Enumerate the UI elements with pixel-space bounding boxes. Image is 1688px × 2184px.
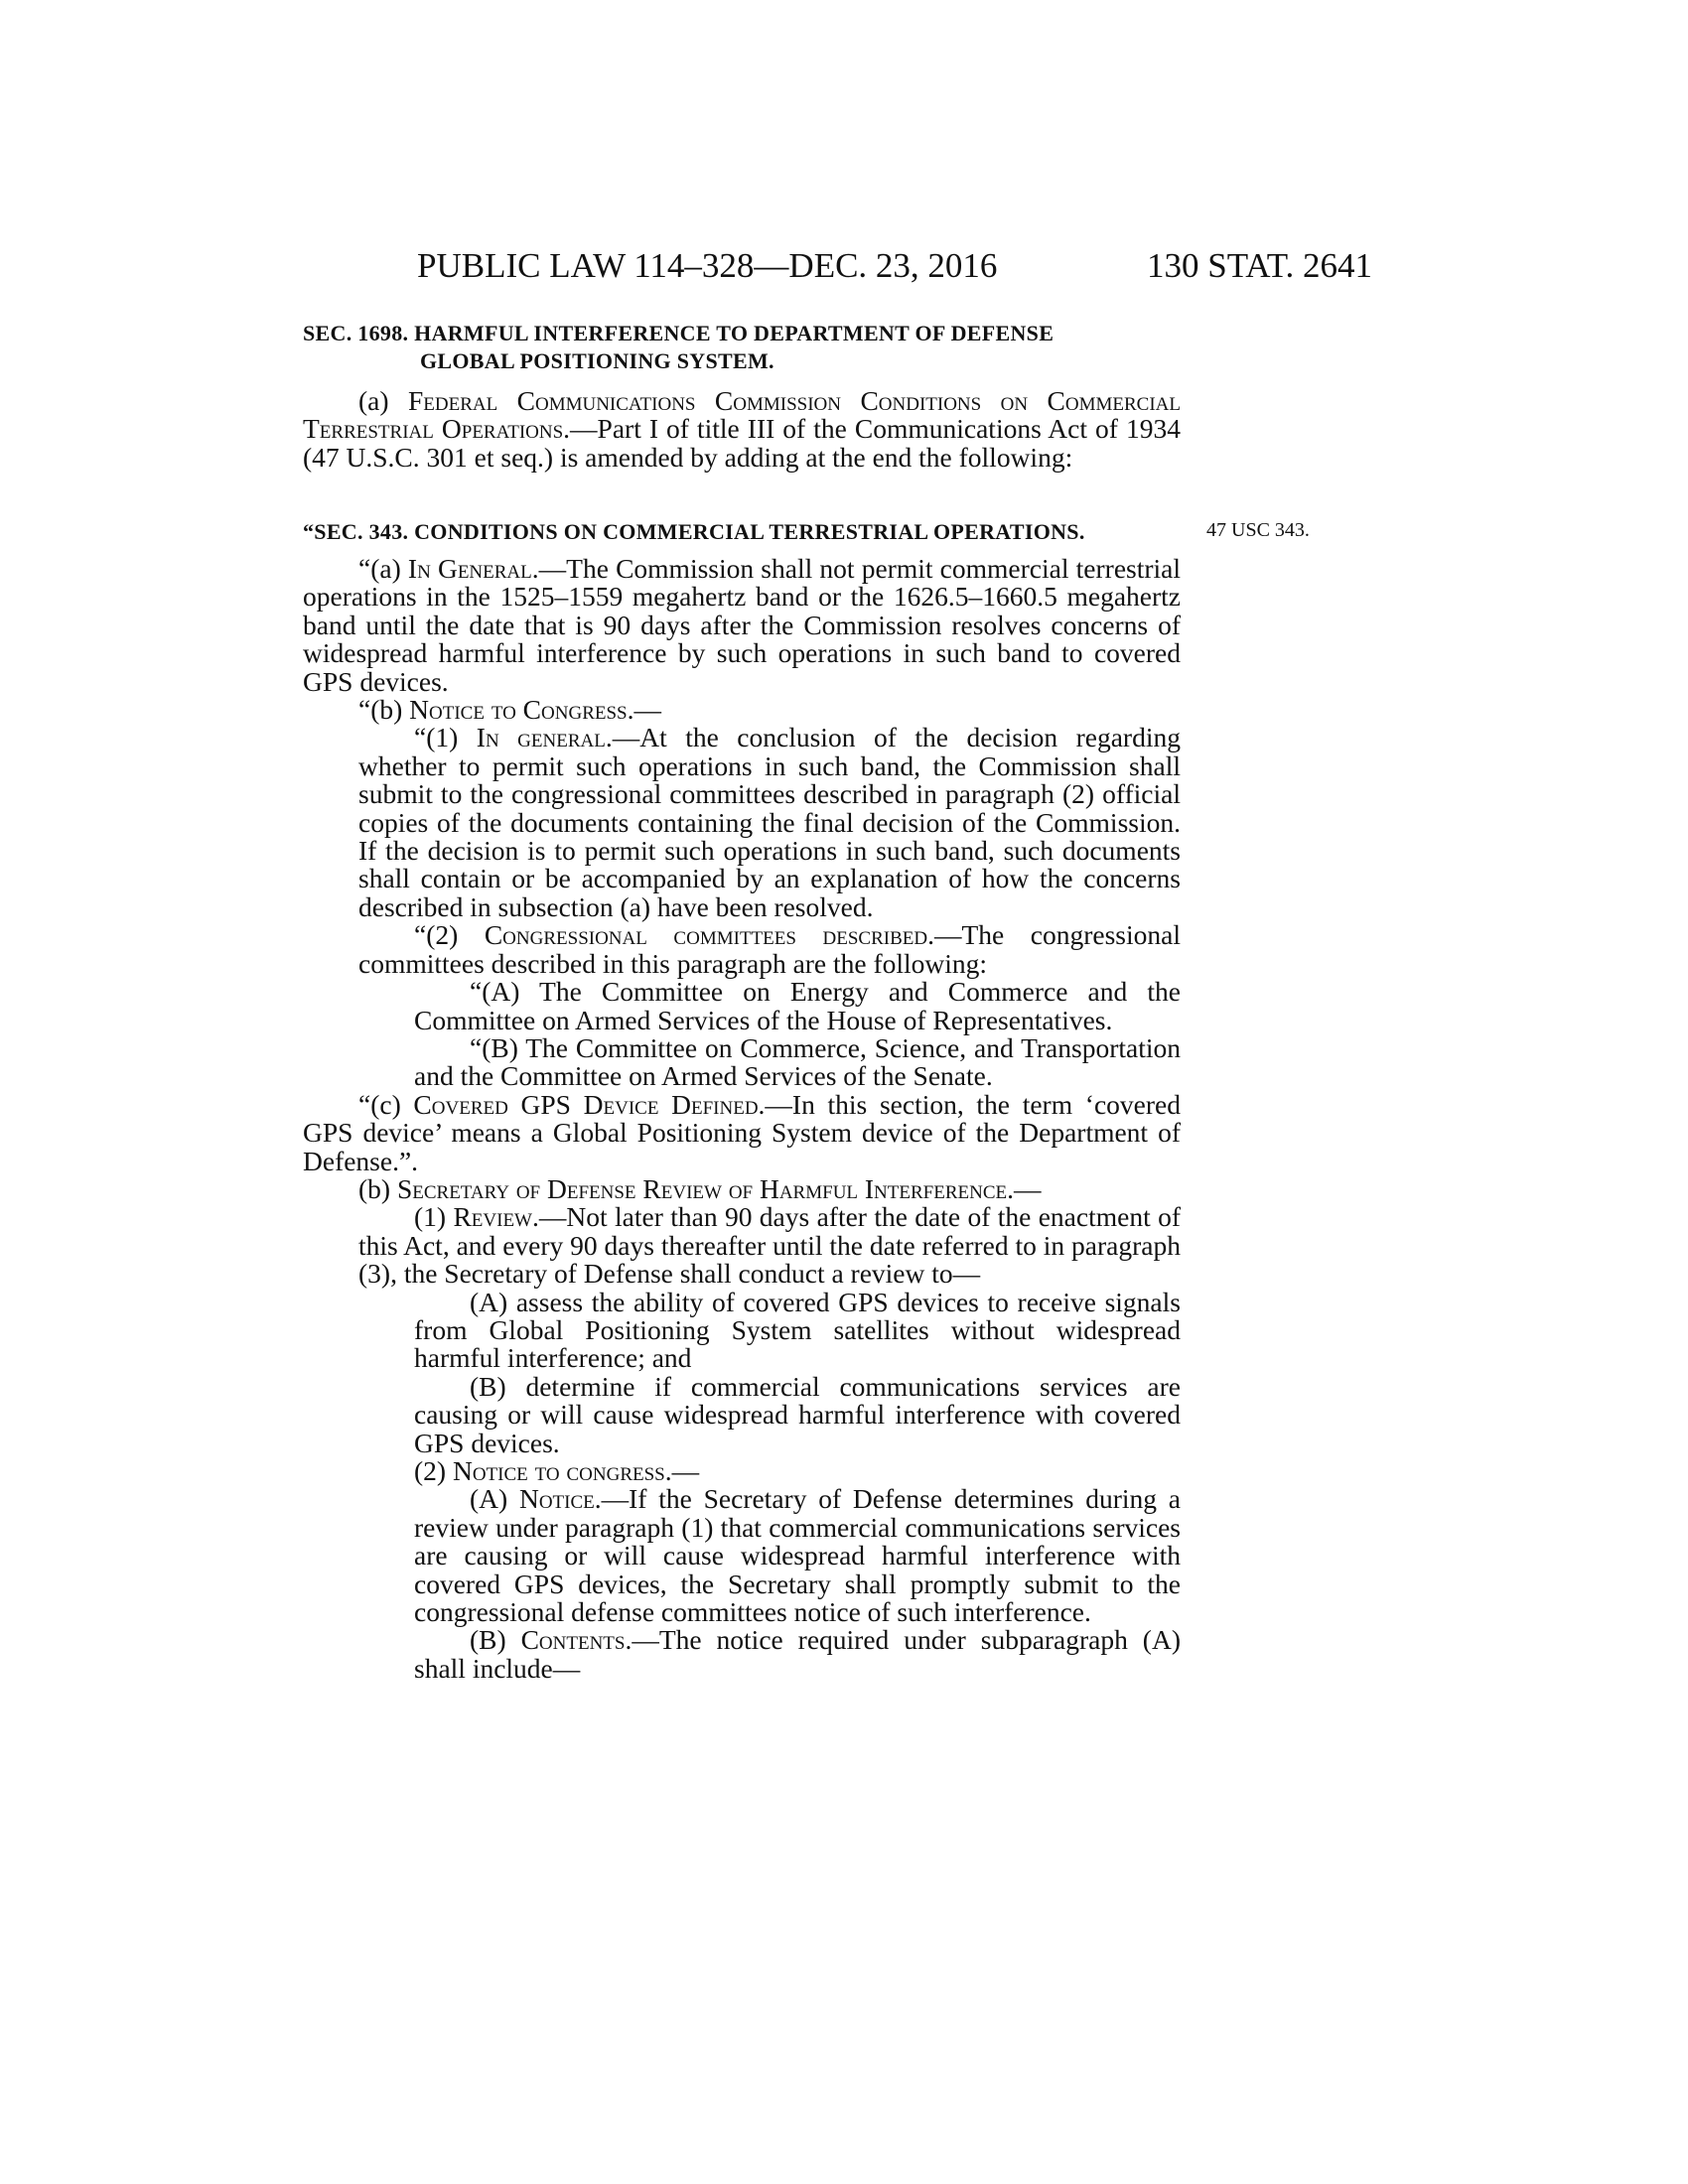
section-343-b2: “(2) Congressional committees described.—The congressional committees described in this paragraph are the following: bbox=[358, 919, 1181, 979]
subsection-a-caption: Federal Communications Commission Conditions on Commercial Terrestrial Operations. bbox=[303, 385, 1181, 445]
subsection-b-1-B: (B) determine if commercial communications services are causing or will cause widespread harmful interference with covered GPS devices. bbox=[414, 1370, 1181, 1458]
section-343-body bbox=[303, 555, 1181, 1683]
section-343-b: “(b) Notice to Congress.— bbox=[358, 694, 661, 726]
subsection-b-1-A: (A) assess the ability of covered GPS devices to receive signals from Global Positioning System satellites without widespread harmful interference; and bbox=[414, 1286, 1181, 1374]
subsection-a-label: (a) bbox=[358, 385, 408, 416]
subsection-b-2-B: (B) Contents.—The notice required under subparagraph (A) shall include— bbox=[414, 1624, 1181, 1684]
section-343-a: “(a) In General.—The Commission shall not permit commercial terrestrial operations in the 1525–1559 megahertz band or the 1626.5–1660.5 megahertz band until the date that is 90 days after the Commission resolves concerns of widespread harmful interference by such operations in such band to covered GPS devices. bbox=[303, 553, 1182, 697]
subsection-b-2-A: (A) Notice.—If the Secretary of Defense determines during a review under paragraph (1) that commercial communications services are causing or will cause widespread harmful interference with covered GPS devices, the Secretary shall promptly submit to the congressional defense committees notice of such interference. bbox=[414, 1483, 1181, 1628]
subsection-b: (b) Secretary of Defense Review of Harmful Interference.— bbox=[358, 1172, 1042, 1204]
section-343-heading: “SEC. 343. CONDITIONS ON COMMERCIAL TERRESTRIAL OPERATIONS. bbox=[303, 519, 1085, 544]
page-number: 130 STAT. 2641 bbox=[1147, 246, 1372, 285]
section-343-b2-A: “(A) The Committee on Energy and Commerce and the Committee on Armed Services of the House of Representatives. bbox=[414, 976, 1181, 1035]
running-header-title: PUBLIC LAW 114–328—DEC. 23, 2016 bbox=[417, 246, 998, 285]
subsection-b-2: (2) Notice to congress.— bbox=[414, 1455, 700, 1486]
section-343-b1: “(1) In general.—At the conclusion of the decision regarding whether to permit such operations in such band, the Commission shall submit to the congressional committees described in paragraph (2) official copies of the documents containing the final decision of the Commission. If the decision is to permit such operations in such band, such documents shall contain or be accompanied by an explanation of how the concerns described in subsection (a) have been resolved. bbox=[358, 722, 1181, 922]
margin-note-47-usc-343: 47 USC 343. bbox=[1206, 519, 1310, 541]
subsection-a-text: —Part I of title III of the Communications Act of 1934 (47 U.S.C. 301 et seq.) is amended by adding at the end the following: bbox=[303, 413, 1181, 473]
subsection-b-1: (1) Review.—Not later than 90 days after the date of the enactment of this Act, and every 90 days thereafter until the date referred to in paragraph (3), the Secretary of Defense shall conduct a review to— bbox=[358, 1201, 1181, 1290]
section-343-c: “(c) Covered GPS Device Defined.—In this section, the term ‘covered GPS device’ means a Global Positioning System device of the Department of Defense.”. bbox=[303, 1088, 1181, 1176]
section-343-b2-B: “(B) The Committee on Commerce, Science, and Transportation and the Committee on Armed Services of the Senate. bbox=[414, 1031, 1181, 1092]
subsection-a bbox=[303, 387, 1181, 472]
section-1698-heading-line2: GLOBAL POSITIONING SYSTEM. bbox=[420, 348, 774, 373]
section-1698-heading-line1: SEC. 1698. HARMFUL INTERFERENCE TO DEPARTMENT OF DEFENSE bbox=[303, 321, 1055, 345]
subsection-a-block bbox=[303, 387, 1181, 472]
